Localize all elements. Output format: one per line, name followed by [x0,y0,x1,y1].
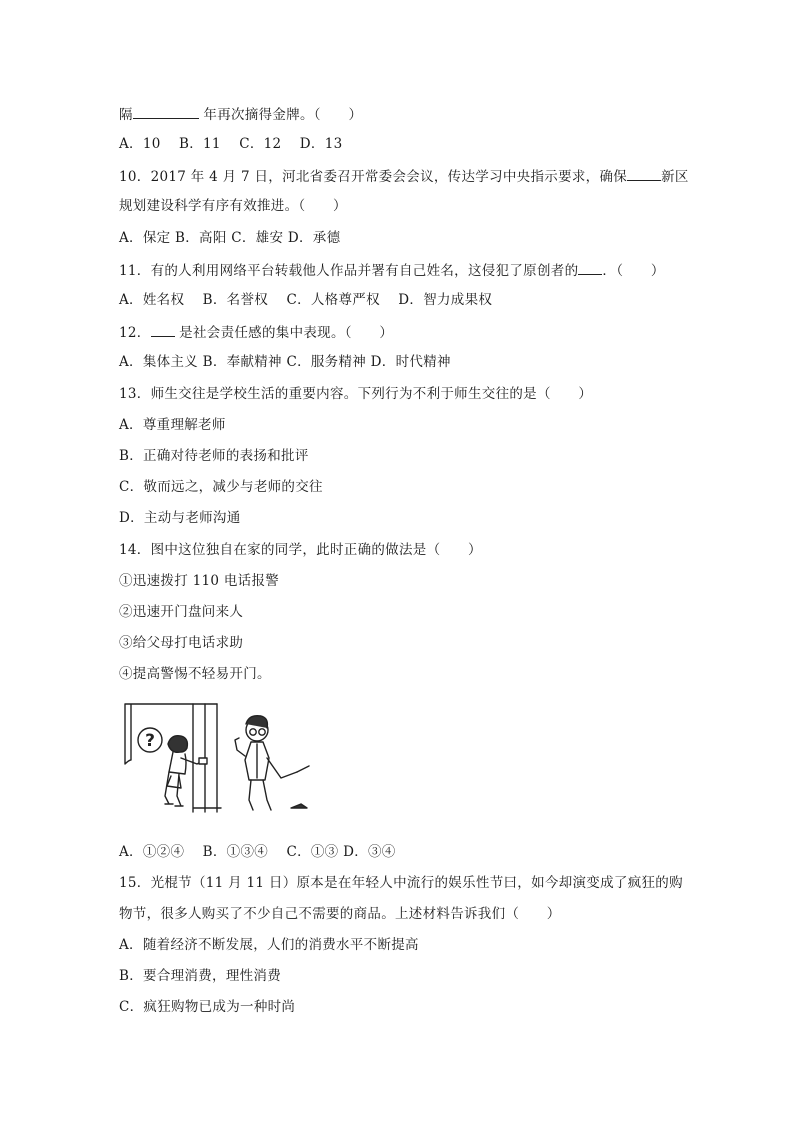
q13-option-a: A．尊重理解老师 [119,417,226,433]
q10-stem-b: 新区 [661,169,689,185]
q9-options: A．10 B．11 C．12 D．13 [119,136,343,152]
q13-stem: 13．师生交往是学校生活的重要内容。下列行为不利于师生交往的是（ ） [119,386,593,402]
q14-stem: 14．图中这位独自在家的同学，此时正确的做法是（ ） [119,542,482,558]
q12-stem [119,322,393,342]
q10-options: A．保定 B．高阳 C．雄安 D．承德 [119,230,341,246]
q14-options: A．①②④ B．①③④ C．①③ D．③④ [119,844,396,860]
q12-stem-a: 12． [119,325,151,341]
q14-item-1: ①迅速拨打 110 电话报警 [119,573,280,589]
q13-option-d: D．主动与老师沟通 [119,510,241,526]
q11-stem [119,260,665,280]
q15-stem-line2: 物节，很多人购买了不少自己不需要的商品。上述材料告诉我们（ ） [119,906,561,922]
q15-option-a: A．随着经济不断发展，人们的消费水平不断提高 [119,937,419,953]
q11-stem-a: 11．有的人利用网络平台转载他人作品并署有自己姓名，这侵犯了原创者的 [119,263,579,279]
q12-options: A．集体主义 B．奉献精神 C．服务精神 D．时代精神 [119,354,451,370]
q9-stem-start: 隔 [119,107,133,123]
q10-stem-line1 [119,166,689,186]
q10-stem-line2: 规划建设科学有序有效推进。（ ） [119,198,347,214]
shoe-drawing [291,804,307,808]
stranger-figure [235,716,309,810]
q11-blank [578,260,602,275]
q9-blank [133,104,199,119]
q13-option-b: B．正确对待老师的表扬和批评 [119,448,309,464]
q13-option-c: C．敬而远之，减少与老师的交往 [119,479,323,495]
child-figure [165,736,207,806]
q11-stem-b: ．（ ） [602,263,665,279]
q15-stem-line1: 15．光棍节（11 月 11 日）原本是在年轻人中流行的娱乐性节曰，如今却演变成了疯狂的购 [119,875,683,891]
q10-stem-a: 10．2017 年 4 月 7 日，河北省委召开常委会会议，传达学习中央指示要求，确保 [119,169,628,185]
q12-blank [151,322,175,337]
q14-item-4: ④提高警惕不轻易开门。 [119,666,271,682]
q14-item-2: ②迅速开门盘问来人 [119,604,244,620]
question-mark-text: ? [145,731,155,751]
q9-stem [119,104,362,124]
q9-stem-end: 年再次摘得金牌。（ ） [198,107,363,123]
q14-illustration [121,700,311,815]
curtain-drawing [125,704,217,764]
q15-option-b: B．要合理消费，理性消费 [119,968,282,984]
q12-stem-b: 是社会责任感的集中表现。（ ） [174,325,394,341]
q10-blank [627,166,661,181]
q14-item-3: ③给父母打电话求助 [119,635,244,651]
q15-option-c: C．疯狂购物已成为一种时尚 [119,999,296,1015]
q11-options: A．姓名权 B．名誉权 C．人格尊严权 D．智力成果权 [119,292,493,308]
